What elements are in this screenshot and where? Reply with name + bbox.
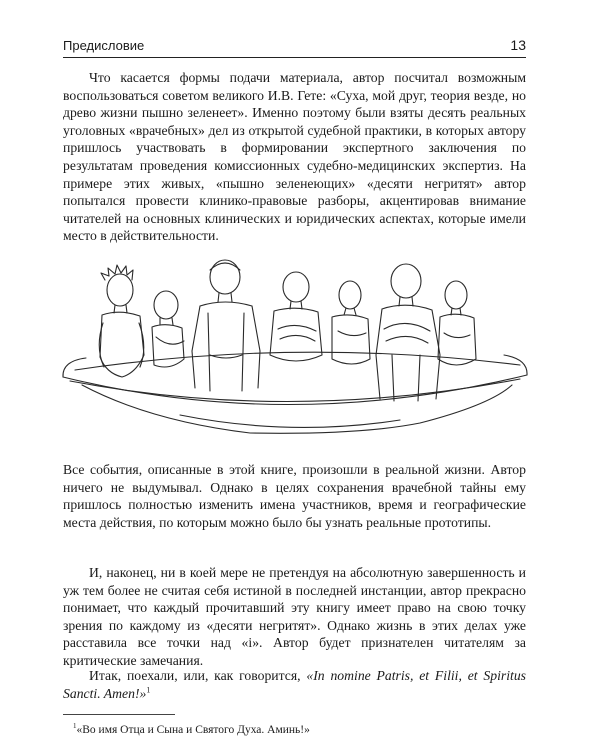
figure-seated-arms-crossed bbox=[270, 272, 322, 361]
footnote-mark: 1 bbox=[73, 722, 77, 731]
figure-crested bbox=[99, 265, 144, 377]
illustration-figures-in-bowl bbox=[60, 255, 530, 440]
figure-profile bbox=[332, 281, 370, 364]
figure-tall-arms-crossed bbox=[376, 264, 440, 401]
paragraph-form-of-material: Что касается формы подачи материала, автор посчитал возможным воспользоваться советом великого И.В. Гете: «Суха, мой друг, теория везде, но древо жизни пышно зеленеет». Именно поэтому были взяты десять реальных уголовных «врачебных» дел из открытой судебной практики, в которых автору пришлось участвовать в формировании экспертного заключения по результатам проведения комиссионных судебно-медицинских экспертиз. На примере этих живых, «пышно зеленеющих» «десяти негритят» автор попытался провести клинико-правовые разборы, акцентировав внимание читателей на основных клинических и юридических аспектах, которые имели место в действительности. bbox=[63, 70, 526, 244]
figure-right-side bbox=[438, 281, 476, 365]
figure-standing-boy bbox=[192, 260, 260, 391]
footnote bbox=[73, 723, 310, 737]
figure-crouching bbox=[152, 291, 184, 367]
running-title: Предисловие bbox=[63, 38, 145, 53]
page-number: 13 bbox=[510, 37, 526, 53]
header-rule bbox=[63, 57, 526, 58]
footnote-separator bbox=[63, 714, 175, 715]
paragraph-closing-remarks: И, наконец, ни в коей мере не претендуя на абсолютную завершенность и уж тем более не считая себя истиной в последней инстанции, автор прекрасно понимает, что каждый прочитавший эту книгу имеет право на свою точку зрения по каждому из «десяти негритят». Однако жизнь в этих делах уже расставила все точки над «i». Автор будет признателен читателям за критические замечания. bbox=[63, 565, 526, 668]
page-header bbox=[63, 36, 526, 58]
footnote-text: «Во имя Отца и Сына и Святого Духа. Аминь!» bbox=[76, 724, 310, 736]
footnote-reference: 1 bbox=[146, 685, 151, 695]
latin-invocation: «In nomine Patris, et Filii, et Spiritus Sancti. Amen!» bbox=[63, 668, 526, 701]
paragraph-real-events: Все события, описанные в этой книге, произошли в реальной жизни. Автор ничего не выдумывал. Однако в целях сохранения врачебной тайны ему пришлось полностью изменить имена участников, время и географические места действия, по которым можно было бы узнать реальные прототипы. bbox=[63, 462, 526, 530]
paragraph-invocation bbox=[63, 667, 526, 702]
invocation-intro: Итак, поехали, или, как говорится, bbox=[89, 668, 307, 683]
